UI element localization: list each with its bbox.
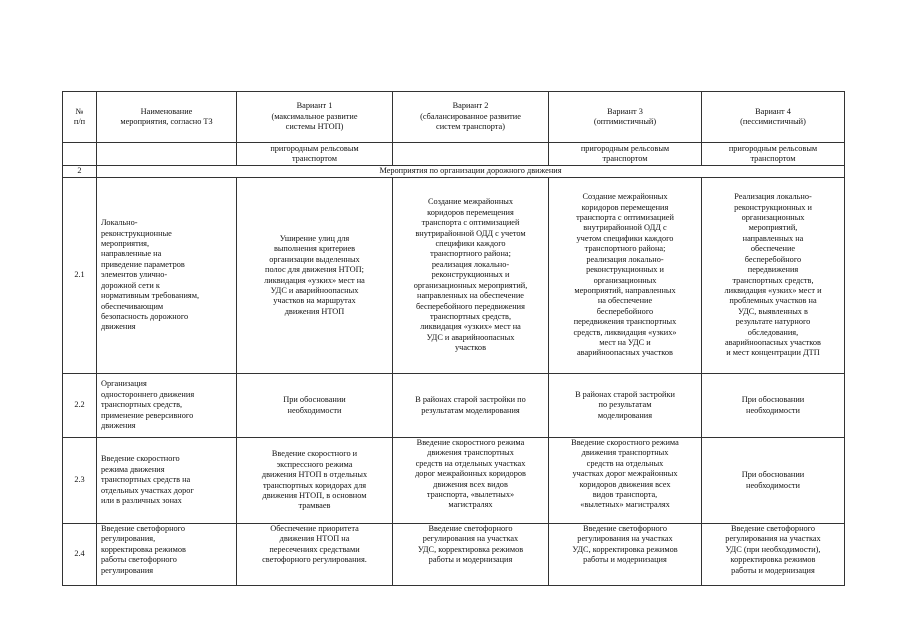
row-variant-3: В районах старой застройки по результатам моделирования xyxy=(549,374,702,438)
section-row xyxy=(63,166,845,178)
carry-num xyxy=(63,143,97,166)
carry-variant-1: пригородным рельсовым транспортом xyxy=(237,143,393,166)
row-variant-1: Обеспечение приоритета движения НТОП на пересечениях средствами светофорного регулирования. xyxy=(237,524,393,586)
table-row xyxy=(63,438,845,524)
row-variant-4: Введение светофорного регулирования на участках УДС (при необходимости), корректировка режимов работы и модернизация xyxy=(702,524,845,586)
row-variant-3: Создание межрайонных коридоров перемещения транспорта с оптимизацией внутрирайонной ОДД с учетом специфики каждого транспортного района; реализация локально- реконструкционных и организационных мероприятий, направленных на обеспечение бесперебойного передвижения транспортных средств, ликвидация «узких» мест на УДС и аварийноопасных участков xyxy=(549,178,702,374)
carry-over-row xyxy=(63,143,845,166)
row-name: Введение скоростного режима движения транспортных средств на отдельных участках дорог или в различных зонах xyxy=(97,438,237,524)
section-num: 2 xyxy=(63,166,97,178)
table-row xyxy=(63,178,845,374)
row-name: Введение светофорного регулирования, корректировка режимов работы светофорного регулирования xyxy=(97,524,237,586)
table-row xyxy=(63,374,845,438)
header-name: Наименование мероприятия, согласно ТЗ xyxy=(97,92,237,143)
carry-variant-3: пригородным рельсовым транспортом xyxy=(549,143,702,166)
section-title: Мероприятия по организации дорожного движения xyxy=(97,166,845,178)
row-variant-2: В районах старой застройки по результатам моделирования xyxy=(393,374,549,438)
row-variant-3: Введение светофорного регулирования на участках УДС, корректировка режимов работы и модернизация xyxy=(549,524,702,586)
carry-variant-4: пригородным рельсовым транспортом xyxy=(702,143,845,166)
row-variant-4: При обосновании необходимости xyxy=(702,374,845,438)
row-num: 2.4 xyxy=(63,524,97,586)
header-variant-4: Вариант 4 (пессимистичный) xyxy=(702,92,845,143)
row-variant-4: При обосновании необходимости xyxy=(702,438,845,524)
measures-table xyxy=(62,91,845,586)
header-variant-3: Вариант 3 (оптимистичный) xyxy=(549,92,702,143)
row-name: Организация одностороннего движения транспортных средств, применение реверсивного движения xyxy=(97,374,237,438)
row-variant-2: Введение скоростного режима движения транспортных средств на отдельных участках дорог межрайонных коридоров движения всех видов транспорта, «вылетных» магистралях xyxy=(393,438,549,524)
table-header-row xyxy=(63,92,845,143)
carry-variant-2 xyxy=(393,143,549,166)
row-num: 2.1 xyxy=(63,178,97,374)
row-variant-1: Уширение улиц для выполнения критериев организации выделенных полос для движения НТОП; ликвидация «узких» мест на УДС и аварийноопасных участков на маршрутах движения НТОП xyxy=(237,178,393,374)
header-variant-1: Вариант 1 (максимальное развитие системы НТОП) xyxy=(237,92,393,143)
row-variant-1: При обосновании необходимости xyxy=(237,374,393,438)
row-variant-3: Введение скоростного режима движения транспортных средств на отдельных участках дорог межрайонных коридоров движения всех видов транспорта, «вылетных» магистралях xyxy=(549,438,702,524)
row-num: 2.2 xyxy=(63,374,97,438)
row-variant-4: Реализация локально- реконструкционных и организационных мероприятий, направленных на обеспечение бесперебойного передвижения транспортных средств, ликвидация «узких» мест и проблемных участков на УДС, выявленных в результате натурного обследования, аварийноопасных участков и мест концентрации ДТП xyxy=(702,178,845,374)
header-num: № п/п xyxy=(63,92,97,143)
header-variant-2: Вариант 2 (сбалансированное развитие систем транспорта) xyxy=(393,92,549,143)
row-num: 2.3 xyxy=(63,438,97,524)
row-variant-2: Введение светофорного регулирования на участках УДС, корректировка режимов работы и модернизация xyxy=(393,524,549,586)
row-name: Локально- реконструкционные мероприятия, направленные на приведение параметров элементов улично- дорожной сети к нормативным требованиям, обеспечивающим безопасность дорожного движения xyxy=(97,178,237,374)
row-variant-1: Введение скоростного и экспрессного режима движения НТОП в отдельных транспортных коридорах для движения НТОП, в основном трамваев xyxy=(237,438,393,524)
row-variant-2: Создание межрайонных коридоров перемещения транспорта с оптимизацией внутрирайонной ОДД с учетом специфики каждого транспортного района; реализация локально- реконструкционных и организационных мероприятий, направленных на обеспечение бесперебойного передвижения транспортных средств, ликвидация «узких» мест на УДС и аварийноопасных участков xyxy=(393,178,549,374)
table-row xyxy=(63,524,845,586)
carry-name xyxy=(97,143,237,166)
